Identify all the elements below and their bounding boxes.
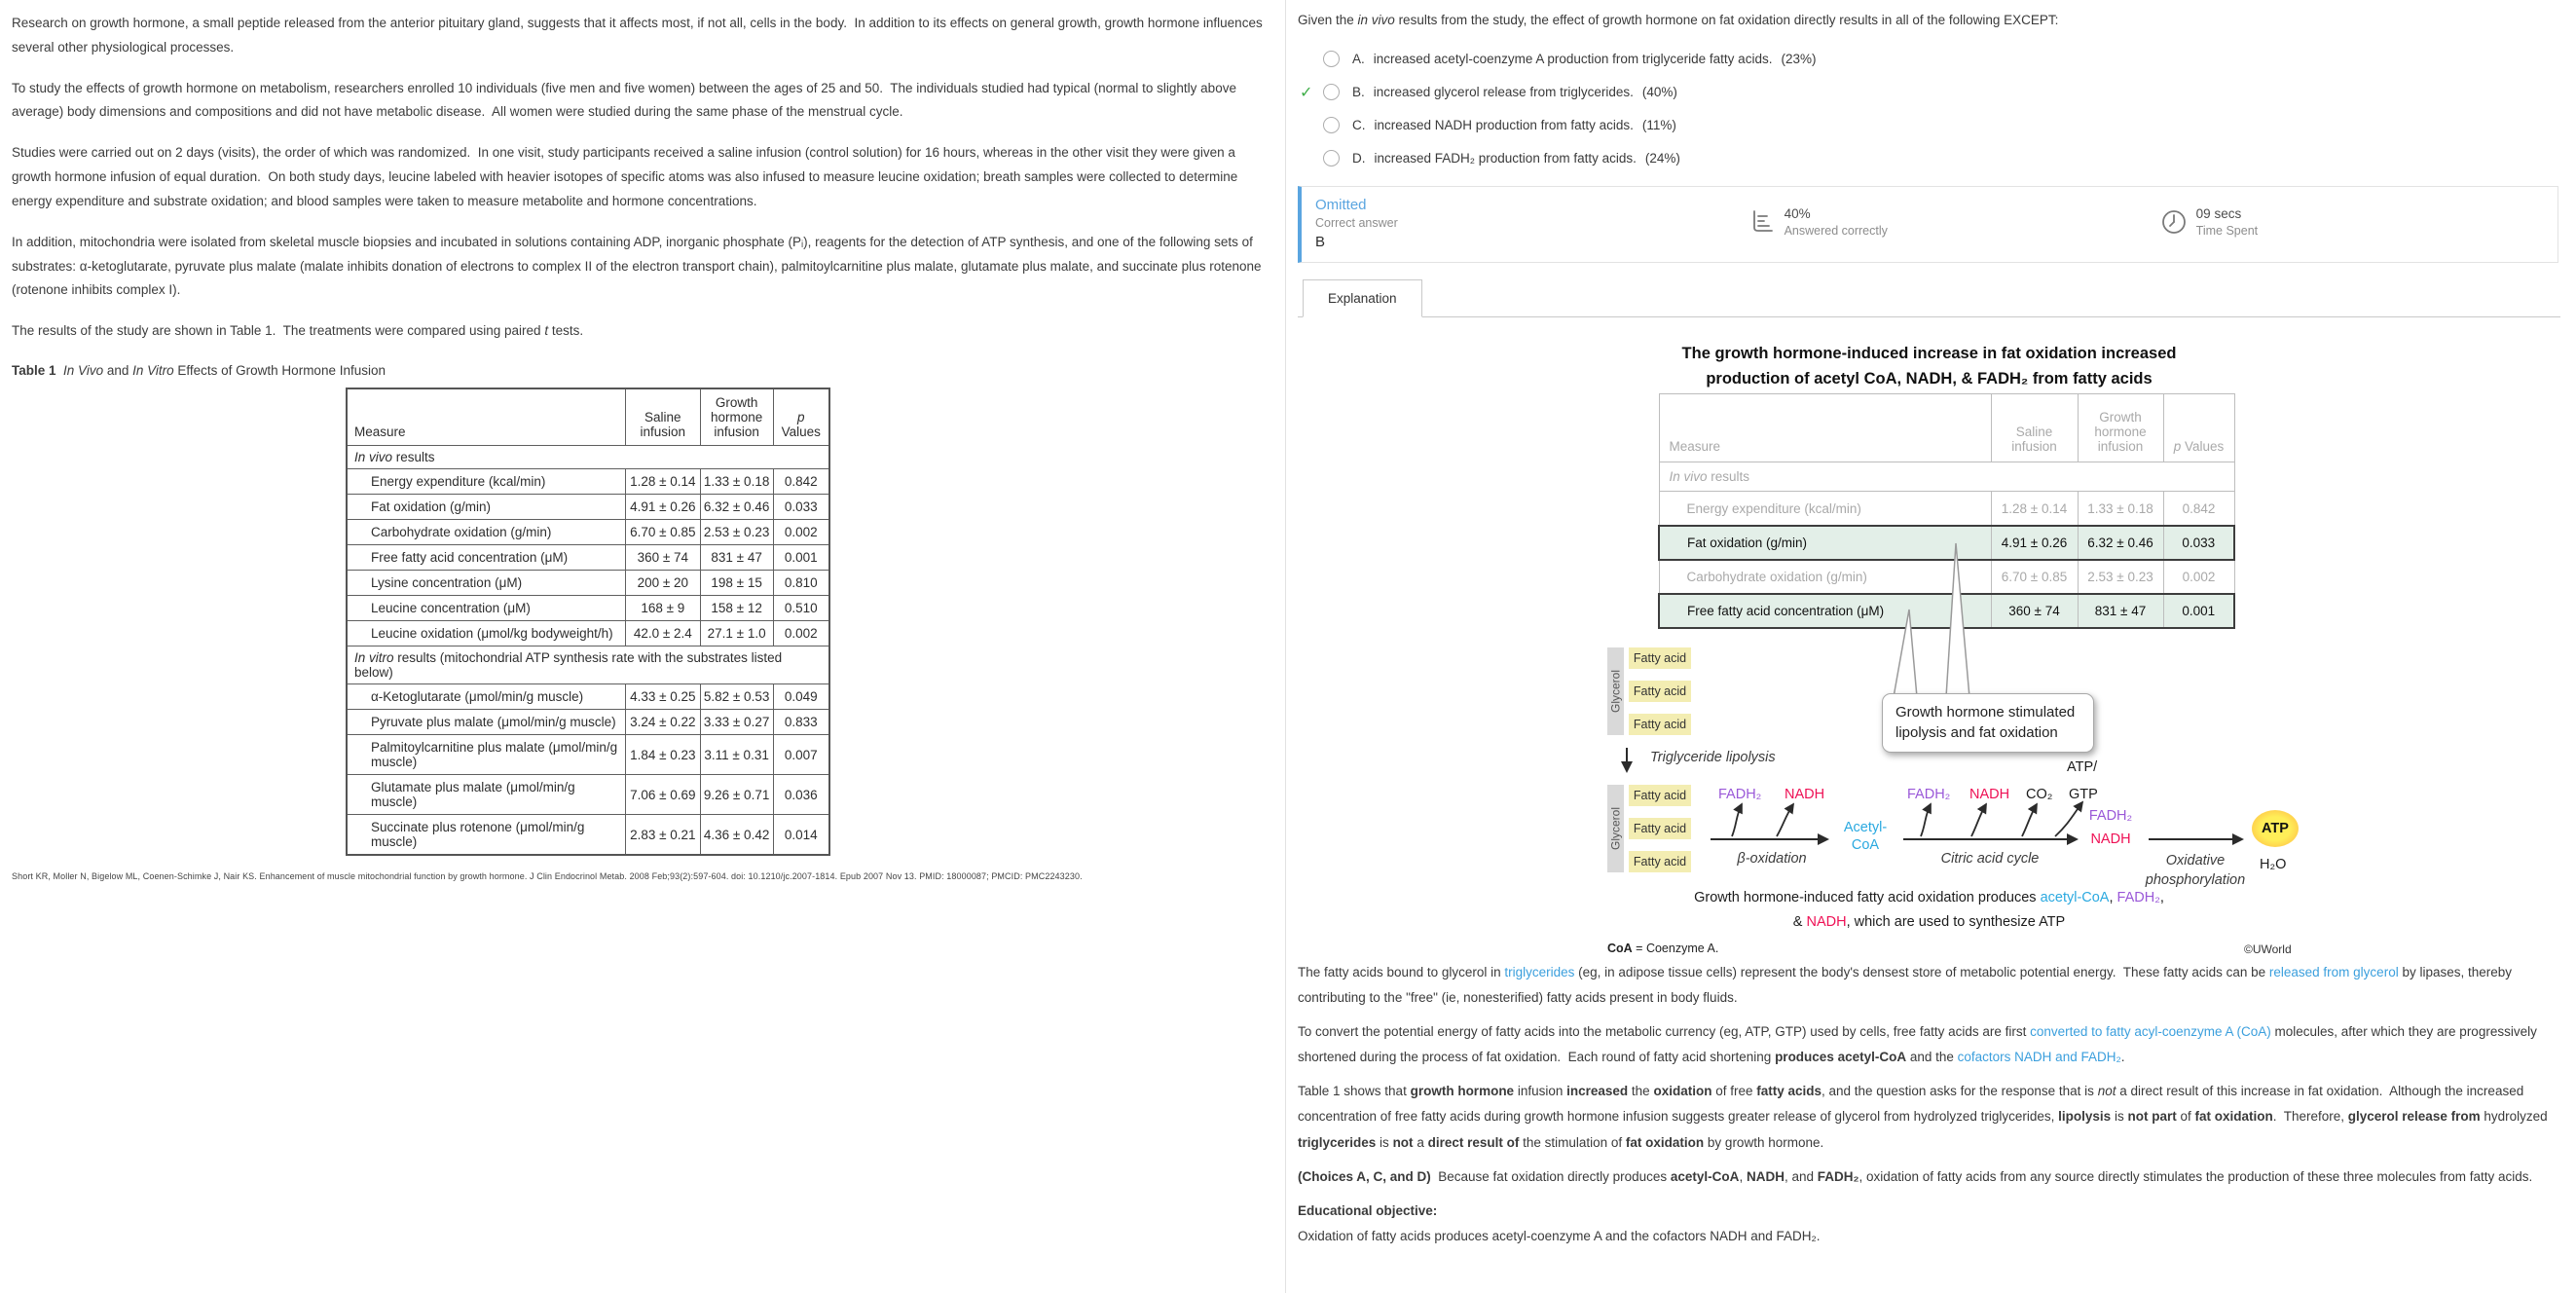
passage-paragraph: To study the effects of growth hormone on metabolism, researchers enrolled 10 individuals (five men and five women) between the ages of 25 and 50. The individuals studied had typical (normal to slightly above average) body dimensions and compositions and did not have metabolic disease. All women were studied during the same phase of the menstrual cycle. [12,80,1236,120]
explanation-link[interactable]: triglycerides [1504,965,1575,980]
value-cell: 3.33 ± 0.27 [700,710,773,735]
value-cell: 1.28 ± 0.14 [1991,492,2078,526]
table-section-row: In vivo results [347,446,829,469]
table-row [347,775,829,815]
value-cell: 4.91 ± 0.26 [1991,526,2078,560]
glycerol-label: Glycerol [1608,670,1623,714]
atp-gtp-label: ATP/ [2067,759,2098,776]
citric-acid-cycle-label: Citric acid cycle [1940,851,2040,868]
value-cell: 0.049 [773,684,829,710]
measure-cell: Pyruvate plus malate (μmol/min/g muscle) [347,710,625,735]
table-row [347,815,829,856]
column-header: Measure [347,388,625,446]
value-cell: 360 ± 74 [1991,594,2078,628]
h2o-label: H₂O [2260,857,2287,873]
choice-radio[interactable] [1323,117,1340,133]
choice-percentage: (23%) [1781,52,1817,67]
glycerol-label: Glycerol [1608,807,1623,851]
passage-table [346,388,830,856]
value-cell: 6.32 ± 0.46 [700,495,773,520]
fatty-acid-box: Fatty acid [1629,818,1691,839]
value-cell: 4.33 ± 0.25 [625,684,700,710]
time-spent-value: 09 secs [2195,205,2242,221]
table-row [347,621,829,646]
choice-radio[interactable] [1323,84,1340,100]
correct-answer-value: B [1315,234,1326,251]
column-header: p Values [773,388,829,446]
passage-paragraph: Studies were carried out on 2 days (visits), the order of which was randomized. In one visit, study participants received a saline infusion (control solution) for 16 hours, whereas in the other visit they were given a growth hormone infusion of equal duration. On both study days, leucine labeled with heavier isotopes of specific atoms was also infused to measure leucine oxidation; breath samples were collected to determine energy expenditure and substrate oxidation; and blood samples were taken to measure metabolite and hormone concentrations. [12,145,1238,208]
table-row [347,596,829,621]
figure-footnote: CoA = Coenzyme A. [1607,942,1719,956]
value-cell: 0.007 [773,735,829,775]
measure-cell: Succinate plus rotenone (μmol/min/g muscle) [347,815,625,856]
explanation-tabbar [1298,279,2560,317]
answer-choice[interactable] [1300,81,2560,103]
table-row [347,545,829,571]
table-caption: Table 1 In Vivo and In Vitro Effects of Growth Hormone Infusion [12,363,386,379]
measure-cell: Free fatty acid concentration (μM) [1659,594,1991,628]
value-cell: 9.26 ± 0.71 [700,775,773,815]
time-spent-label: Time Spent [2195,223,2259,238]
value-cell: 0.033 [773,495,829,520]
value-cell: 6.32 ± 0.46 [2078,526,2163,560]
value-cell: 0.810 [773,571,829,596]
column-header: Growth hormone infusion [2078,394,2163,462]
measure-cell: Energy expenditure (kcal/min) [1659,492,1991,526]
result-status-block [1315,197,1750,250]
answer-choice[interactable] [1300,48,2560,70]
choice-text: D. increased FADH₂ production from fatty acids. (24%) [1352,151,1680,166]
value-cell: 6.70 ± 0.85 [1991,560,2078,594]
glycerol-bar [1607,647,1624,735]
reference-citation: Short KR, Moller N, Bigelow ML, Coenen-Schimke J, Nair KS. Enhancement of muscle mitochondrial function by growth hormone. J Clin Endocrinol Metab. 2008 Feb;93(2):597-604. doi: 10.1210/jc.2007-1814. Epub 2007 Nov 13. PMID: 18000087; PMCID: PMC2243230. [12,871,1083,882]
highlighted-table-row [1659,594,2234,628]
fadh2-label: FADH₂ [1907,787,1951,803]
fatty-acid-box: Fatty acid [1629,785,1691,806]
value-cell: 0.036 [773,775,829,815]
question-text: Given the in vivo results from the study, the effect of growth hormone on fat oxidation directly results in all of the following EXCEPT: [1298,13,2059,27]
choice-radio[interactable] [1323,150,1340,166]
value-cell: 1.33 ± 0.18 [2078,492,2163,526]
value-cell: 4.36 ± 0.42 [700,815,773,856]
value-cell: 42.0 ± 2.4 [625,621,700,646]
co2-label: CO₂ [2026,787,2053,803]
table-row [347,495,829,520]
tab-explanation[interactable]: Explanation [1303,279,1422,317]
value-cell: 200 ± 20 [625,571,700,596]
measure-cell: Leucine oxidation (μmol/kg bodyweight/h) [347,621,625,646]
fatty-acid-box: Fatty acid [1629,647,1691,669]
figure-title-line1: The growth hormone-induced increase in fat oxidation increased [1681,345,2177,363]
choice-text: B. increased glycerol release from triglycerides. (40%) [1352,85,1677,100]
table-row [1659,492,2234,526]
measure-cell: Energy expenditure (kcal/min) [347,469,625,495]
value-cell: 158 ± 12 [700,596,773,621]
value-cell: 198 ± 15 [700,571,773,596]
glycerol-bar [1607,785,1624,872]
value-cell: 831 ± 47 [700,545,773,571]
value-cell: 1.28 ± 0.14 [625,469,700,495]
value-cell: 6.70 ± 0.85 [625,520,700,545]
acetyl-coa-label: CoA [1851,837,1880,854]
value-cell: 2.53 ± 0.23 [2078,560,2163,594]
value-cell: 0.001 [2163,594,2234,628]
value-cell: 0.510 [773,596,829,621]
question-panel [1286,0,2576,1293]
figure-caption-line1: Growth hormone-induced fatty acid oxidation produces acetyl-CoA, FADH₂, [1694,890,2164,906]
choice-text: C. increased NADH production from fatty acids. (11%) [1352,118,1676,133]
atp-gtp-label: GTP [2069,787,2098,803]
fadh2-label: FADH₂ [1718,787,1762,803]
value-cell: 5.82 ± 0.53 [700,684,773,710]
table-row [347,469,829,495]
figure-caption-line2: & NADH, which are used to synthesize ATP [1792,914,2066,931]
value-cell: 831 ± 47 [2078,594,2163,628]
measure-cell: Palmitoylcarnitine plus malate (μmol/min/g muscle) [347,735,625,775]
value-cell: 4.91 ± 0.26 [625,495,700,520]
choice-percentage: (24%) [1644,151,1680,166]
measure-cell: Fat oxidation (g/min) [1659,526,1991,560]
table-section-row: In vivo results [1659,462,2234,492]
uworld-credit: ©UWorld [2244,942,2292,957]
value-cell: 3.11 ± 0.31 [700,735,773,775]
column-header: Growth hormone infusion [700,388,773,446]
stats-bar-icon [1750,208,1776,239]
measure-cell: Free fatty acid concentration (μM) [347,545,625,571]
value-cell: 168 ± 9 [625,596,700,621]
triglyceride-lipolyzed [1607,785,1695,872]
educational-objective-heading: Educational objective: [1298,1202,1438,1218]
explanation-text [1298,960,2560,1248]
measure-cell: Lysine concentration (μM) [347,571,625,596]
column-header: Saline infusion [625,388,700,446]
acetyl-coa-label: Acetyl- [1843,820,1888,836]
answered-correctly-label: Answered correctly [1784,223,1888,238]
fatty-acid-box: Fatty acid [1629,714,1691,735]
choice-text: A. increased acetyl-coenzyme A production from triglyceride fatty acids. (23%) [1352,52,1817,67]
explanation-paragraph: To convert the potential energy of fatty acids into the metabolic currency (eg, ATP, GTP) used by cells, free fatty acids are first converted to fatty acyl-coenzyme A (CoA) molecules, after which they are progressively shortened during the process of fat oxidation. Each round of fatty acid shortening produces acetyl-CoA and the cofactors NADH and FADH₂. [1298,1024,2537,1065]
value-cell: 0.014 [773,815,829,856]
nadh-label: NADH [2090,831,2131,848]
choice-percentage: (40%) [1641,85,1677,100]
column-header: Saline infusion [1991,394,2078,462]
figure-title-line2: production of acetyl CoA, NADH, & FADH₂ from fatty acids [1706,370,2153,388]
table-row [347,571,829,596]
measure-cell: Leucine concentration (μM) [347,596,625,621]
clock-icon [2160,207,2188,240]
explanation-link[interactable]: released from glycerol [2268,965,2399,980]
value-cell: 0.842 [2163,492,2234,526]
column-header: p Values [2163,394,2234,462]
fatty-acid-box: Fatty acid [1629,681,1691,702]
passage-paragraph: In addition, mitochondria were isolated from skeletal muscle biopsies and incubated in solutions containing ADP, inorganic phosphate (Pᵢ), reagents for the detection of ATP synthesis, and one of the following sets of substrates: α-ketoglutarate, pyruvate plus malate (malate inhibits donation of electrons to complex II of the electron transport chain), palmitoylcarnitine plus malate, glutamate plus malate, and succinate plus rotenone (rotenone inhibits complex I). [12,234,1262,298]
triglyceride-intact [1607,647,1695,735]
correct-check-icon: ✓ [1300,84,1313,101]
value-cell: 2.53 ± 0.23 [700,520,773,545]
measure-cell: Glutamate plus malate (μmol/min/g muscle) [347,775,625,815]
lipolysis-label: Triglyceride lipolysis [1650,750,1776,766]
choice-percentage: (11%) [1641,118,1676,133]
explanation-figure [1298,317,2560,960]
value-cell: 27.1 ± 1.0 [700,621,773,646]
passage-panel [0,0,1286,1293]
passage-paragraph: The results of the study are shown in Table 1. The treatments were compared using paired t tests. [12,323,584,339]
measure-cell: α-Ketoglutarate (μmol/min/g muscle) [347,684,625,710]
value-cell: 2.83 ± 0.21 [625,815,700,856]
explanation-paragraph: Table 1 shows that growth hormone infusion increased the oxidation of free fatty acids, and the question asks for the response that is not a direct result of this increase in fat oxidation. Although the increased concentration of free fatty acids during growth hormone infusion suggests greater release of glycerol from hydrolyzed triglycerides, lipolysis is not part of fat oxidation. Therefore, glycerol release from hydrolyzed triglycerides is not a direct result of the stimulation of fat oxidation by growth hormone. [1298,1084,2548,1150]
oxidative-phosphorylation-label: Oxidative [2165,853,2226,869]
beta-oxidation-label: β-oxidation [1737,851,1807,868]
measure-cell: Carbohydrate oxidation (g/min) [347,520,625,545]
value-cell: 0.833 [773,710,829,735]
explanation-link[interactable]: converted to fatty acyl-coenzyme A (CoA) [2030,1024,2271,1040]
table-row [347,684,829,710]
figure-table [1658,393,2235,629]
fatty-acid-box: Fatty acid [1629,851,1691,872]
callout-bubble: Growth hormone stimulated lipolysis and fat oxidation [1882,693,2094,753]
measure-cell: Carbohydrate oxidation (g/min) [1659,560,1991,594]
column-header: Measure [1659,394,1991,462]
atp-product: ATP [2252,810,2299,847]
answered-correctly-pct: 40% [1784,205,1811,221]
table-row [347,520,829,545]
explanation-link[interactable]: cofactors NADH and FADH₂ [1957,1050,2121,1065]
value-cell: 0.001 [773,545,829,571]
value-cell: 0.842 [773,469,829,495]
answer-choice[interactable] [1300,114,2560,136]
educational-objective [1298,1199,2557,1249]
table-row [347,735,829,775]
explanation-paragraph: The fatty acids bound to glycerol in triglycerides (eg, in adipose tissue cells) represent the body's densest store of metabolic potential energy. These fatty acids can be released from glycerol by lipases, thereby contributing to the "free" (ie, nonesterified) fatty acids present in body fluids. [1298,965,2513,1006]
status-text: Omitted [1315,197,1367,214]
value-cell: 1.33 ± 0.18 [700,469,773,495]
table-row [347,710,829,735]
result-summary-box [1298,186,2558,263]
value-cell: 7.06 ± 0.69 [625,775,700,815]
choice-radio[interactable] [1323,51,1340,67]
measure-cell: Fat oxidation (g/min) [347,495,625,520]
value-cell: 360 ± 74 [625,545,700,571]
value-cell: 0.033 [2163,526,2234,560]
value-cell: 0.002 [773,520,829,545]
table-header-row [347,388,829,446]
time-spent-block [2160,197,2558,250]
correct-answer-label: Correct answer [1315,216,1398,231]
value-cell: 0.002 [2163,560,2234,594]
nadh-label: NADH [1969,787,2010,803]
highlighted-table-row [1659,526,2234,560]
answer-choice[interactable] [1300,147,2560,169]
educational-objective-text: Oxidation of fatty acids produces acetyl-coenzyme A and the cofactors NADH and FADH₂. [1298,1228,1821,1243]
oxidative-phosphorylation-label: phosphorylation [2145,872,2246,889]
passage-paragraph: Research on growth hormone, a small peptide released from the anterior pituitary gland, suggests that it affects most, if not all, cells in the body. In addition to its effects on general growth, growth hormone influences several other physiological processes. [12,16,1263,55]
value-cell: 1.84 ± 0.23 [625,735,700,775]
fadh2-label: FADH₂ [2088,808,2133,825]
table-section-row: In vitro results (mitochondrial ATP synthesis rate with the substrates listed below) [347,646,829,684]
value-cell: 3.24 ± 0.22 [625,710,700,735]
nadh-label: NADH [1785,787,1825,803]
explanation-paragraph: (Choices A, C, and D) Because fat oxidation directly produces acetyl-CoA, NADH, and FADH₂, oxidation of fatty acids from any source directly stimulates the production of these three molecules from fatty acids. [1298,1168,2533,1184]
answered-correctly-block [1750,197,2160,250]
answer-choices [1300,48,2560,169]
table-row [1659,560,2234,594]
value-cell: 0.002 [773,621,829,646]
table-header-row [1659,394,2234,462]
